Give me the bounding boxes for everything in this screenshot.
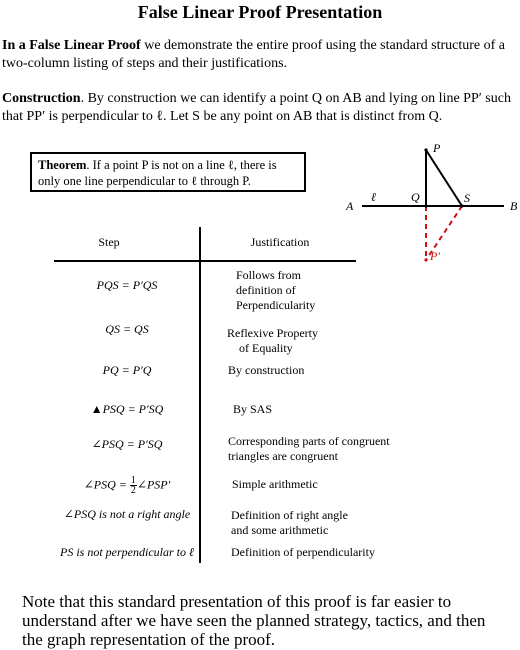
step-header: Step — [98, 235, 120, 249]
step-2: QS = QS — [105, 322, 149, 336]
step-5 — [54, 437, 200, 452]
justification-1 — [236, 268, 315, 313]
justification-7-line-1: Definition of right angle — [231, 508, 348, 522]
label-s: S — [464, 191, 470, 205]
justification-2 — [227, 326, 318, 356]
justification-2-line-2: of Equality — [239, 341, 293, 355]
table-header-rule — [54, 260, 356, 262]
step-5-text: PSQ = P′SQ — [101, 437, 163, 451]
geometry-diagram — [338, 140, 520, 270]
construction-text: . By construction we can identify a point Q on AB and lying on line PP′ such that PP′ is perpendicular to ℓ. Let S be any point on AB that is distinct from Q. — [2, 91, 511, 124]
step-6 — [54, 476, 200, 495]
fraction-denominator: 2 — [130, 485, 136, 496]
justification-5-line-1: Corresponding parts of congruent — [228, 434, 390, 448]
triangle-icon: ▲ — [90, 402, 103, 416]
label-pprime: P′ — [430, 249, 440, 263]
theorem-bold: Theorem — [38, 158, 87, 172]
fraction-numerator: 1 — [130, 475, 136, 486]
step-3: PQ = P′Q — [102, 363, 152, 377]
theorem-text: . If a point P is not on a line ℓ, there is only one line perpendicular to ℓ through P. — [38, 158, 277, 188]
justification-header: Justification — [250, 235, 310, 249]
justification-2-line-1: Reflexive Property — [227, 326, 318, 340]
intro-bold: In a False Linear Proof — [2, 38, 141, 53]
label-q: Q — [411, 190, 420, 204]
step-6-text: PSQ = — [93, 477, 130, 492]
justification-7 — [231, 508, 348, 538]
page-title: False Linear Proof Presentation — [137, 2, 383, 22]
justification-7-line-2: and some arithmetic — [231, 523, 329, 537]
theorem-box — [30, 152, 306, 192]
step-6-tail: PSP′ — [146, 477, 171, 492]
angle-icon: ∠ — [91, 437, 102, 451]
angle-icon: ∠ — [83, 477, 94, 492]
label-l: ℓ — [371, 190, 376, 204]
construction-paragraph — [2, 90, 516, 126]
angle-icon: ∠ — [136, 477, 147, 492]
intro-text: we demonstrate the entire proof using the standard structure of a two-column listing of steps and their justifications. — [2, 38, 505, 71]
step-4-text: PSQ = P′SQ — [102, 402, 164, 416]
justification-1-line-3: Perpendicularity — [236, 298, 316, 312]
segment-ps — [426, 150, 462, 206]
justification-6: Simple arithmetic — [232, 477, 318, 491]
step-1: PQS = P′QS — [96, 278, 158, 292]
justification-4: By SAS — [233, 402, 273, 416]
justification-5-line-2: triangles are congruent — [228, 449, 338, 463]
step-4 — [54, 402, 200, 417]
justification-1-line-2: definition of — [236, 283, 296, 297]
justification-8: Definition of perpendicularity — [231, 545, 375, 559]
intro-paragraph — [2, 37, 516, 73]
label-p: P — [433, 141, 441, 155]
label-a: A — [346, 199, 354, 213]
step-7 — [54, 507, 200, 522]
justification-1-line-1: Follows from — [236, 268, 302, 282]
construction-bold: Construction — [2, 91, 81, 106]
step-7-text: PSQ is not a right angle — [73, 507, 191, 521]
closing-note: Note that this standard presentation of this proof is far easier to understand after we have seen the planned strategy, tactics, and then the graph representation of the proof. — [22, 592, 486, 649]
point-p — [424, 148, 427, 151]
point-q — [424, 204, 427, 207]
angle-icon: ∠ — [63, 507, 74, 521]
fraction-one-half — [130, 476, 137, 495]
justification-5 — [228, 434, 390, 464]
step-8: PS is not perpendicular to ℓ — [60, 545, 194, 559]
label-b: B — [510, 199, 518, 213]
justification-3: By construction — [228, 363, 305, 377]
point-pprime — [424, 258, 427, 261]
